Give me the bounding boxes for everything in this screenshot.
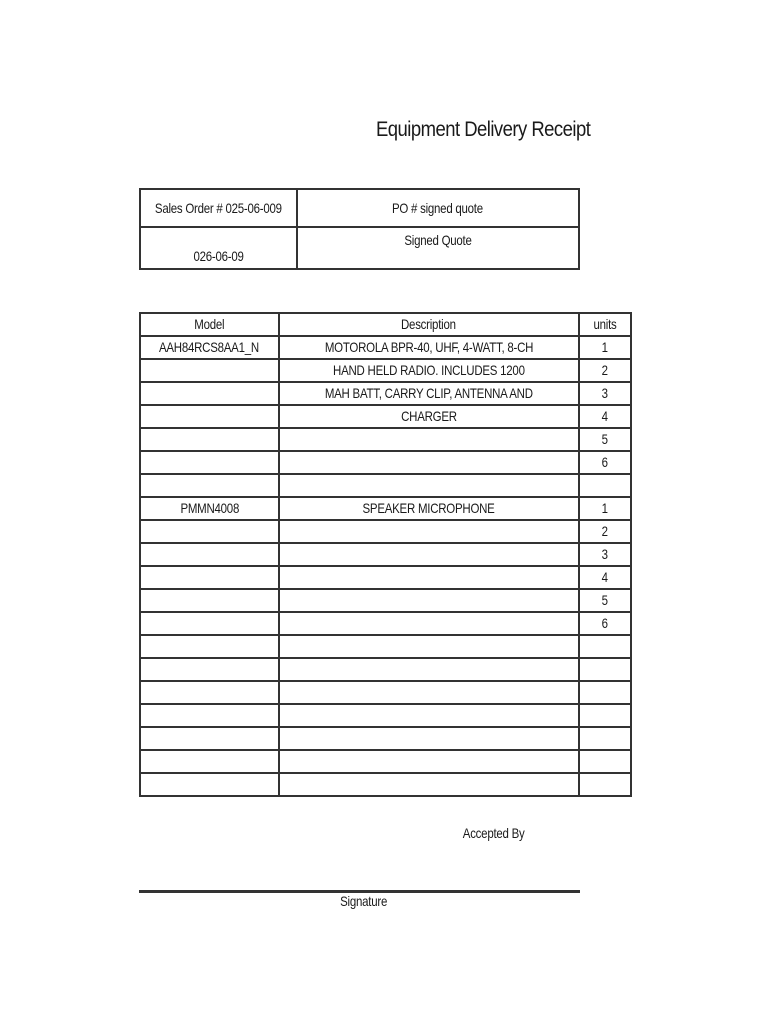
table-row <box>140 681 631 704</box>
units-cell: 1 <box>579 336 631 359</box>
model-cell <box>140 750 279 773</box>
description-cell <box>279 635 579 658</box>
model-cell <box>140 773 279 796</box>
description-cell <box>279 428 579 451</box>
accepted-by-label: Accepted By <box>462 825 525 841</box>
description-cell <box>279 612 579 635</box>
description-cell <box>279 727 579 750</box>
units-cell: 5 <box>579 589 631 612</box>
order-info-table <box>139 188 580 270</box>
table-row <box>140 727 631 750</box>
table-row <box>140 566 631 589</box>
description-cell <box>279 750 579 773</box>
table-row <box>140 382 631 405</box>
units-cell: 5 <box>579 428 631 451</box>
model-cell <box>140 612 279 635</box>
model-cell <box>140 566 279 589</box>
units-cell <box>579 704 631 727</box>
header-units: units <box>579 313 631 336</box>
model-cell <box>140 704 279 727</box>
description-cell <box>279 451 579 474</box>
table-row <box>140 428 631 451</box>
table-row <box>140 520 631 543</box>
header-model: Model <box>140 313 279 336</box>
header-description: Description <box>279 313 579 336</box>
units-cell: 6 <box>579 612 631 635</box>
model-cell <box>140 727 279 750</box>
table-row <box>140 773 631 796</box>
units-cell: 1 <box>579 497 631 520</box>
description-cell <box>279 566 579 589</box>
table-row <box>140 497 631 520</box>
model-cell <box>140 589 279 612</box>
table-row <box>140 750 631 773</box>
units-cell: 4 <box>579 405 631 428</box>
model-cell <box>140 658 279 681</box>
units-cell <box>579 474 631 497</box>
sales-order-date-cell: 026-06-09 <box>140 227 297 269</box>
units-cell: 6 <box>579 451 631 474</box>
table-row <box>140 405 631 428</box>
table-row <box>140 612 631 635</box>
signature-label: Signature <box>340 893 388 909</box>
description-cell <box>279 474 579 497</box>
units-cell <box>579 658 631 681</box>
table-header-row <box>140 313 631 336</box>
description-cell <box>279 681 579 704</box>
description-cell <box>279 543 579 566</box>
description-cell <box>279 773 579 796</box>
items-table <box>139 312 632 797</box>
description-cell <box>279 520 579 543</box>
model-cell <box>140 451 279 474</box>
units-cell: 2 <box>579 359 631 382</box>
description-cell: CHARGER <box>279 405 579 428</box>
table-row <box>140 635 631 658</box>
units-cell <box>579 750 631 773</box>
table-row <box>140 336 631 359</box>
model-cell <box>140 520 279 543</box>
sales-order-cell: Sales Order # 025-06-009 <box>140 189 297 227</box>
units-cell: 3 <box>579 382 631 405</box>
model-cell <box>140 428 279 451</box>
description-cell: MOTOROLA BPR-40, UHF, 4-WATT, 8-CH <box>279 336 579 359</box>
table-row <box>140 704 631 727</box>
table-row <box>140 451 631 474</box>
model-cell <box>140 405 279 428</box>
table-row <box>140 589 631 612</box>
units-cell: 3 <box>579 543 631 566</box>
items-body <box>140 336 631 796</box>
description-cell <box>279 658 579 681</box>
table-row <box>140 658 631 681</box>
model-cell <box>140 382 279 405</box>
po-label-cell: PO # signed quote <box>297 189 579 227</box>
units-cell <box>579 635 631 658</box>
description-cell: SPEAKER MICROPHONE <box>279 497 579 520</box>
description-cell <box>279 589 579 612</box>
table-row <box>140 543 631 566</box>
units-cell: 2 <box>579 520 631 543</box>
units-cell <box>579 773 631 796</box>
description-cell <box>279 704 579 727</box>
units-cell <box>579 681 631 704</box>
model-cell: PMMN4008 <box>140 497 279 520</box>
document-title: Equipment Delivery Receipt <box>376 118 591 141</box>
model-cell <box>140 681 279 704</box>
units-cell <box>579 727 631 750</box>
table-row <box>140 359 631 382</box>
model-cell <box>140 635 279 658</box>
description-cell: HAND HELD RADIO. INCLUDES 1200 <box>279 359 579 382</box>
po-value-cell: Signed Quote <box>297 227 579 269</box>
model-cell: AAH84RCS8AA1_N <box>140 336 279 359</box>
units-cell: 4 <box>579 566 631 589</box>
model-cell <box>140 543 279 566</box>
table-row <box>140 474 631 497</box>
model-cell <box>140 474 279 497</box>
model-cell <box>140 359 279 382</box>
description-cell: MAH BATT, CARRY CLIP, ANTENNA AND <box>279 382 579 405</box>
